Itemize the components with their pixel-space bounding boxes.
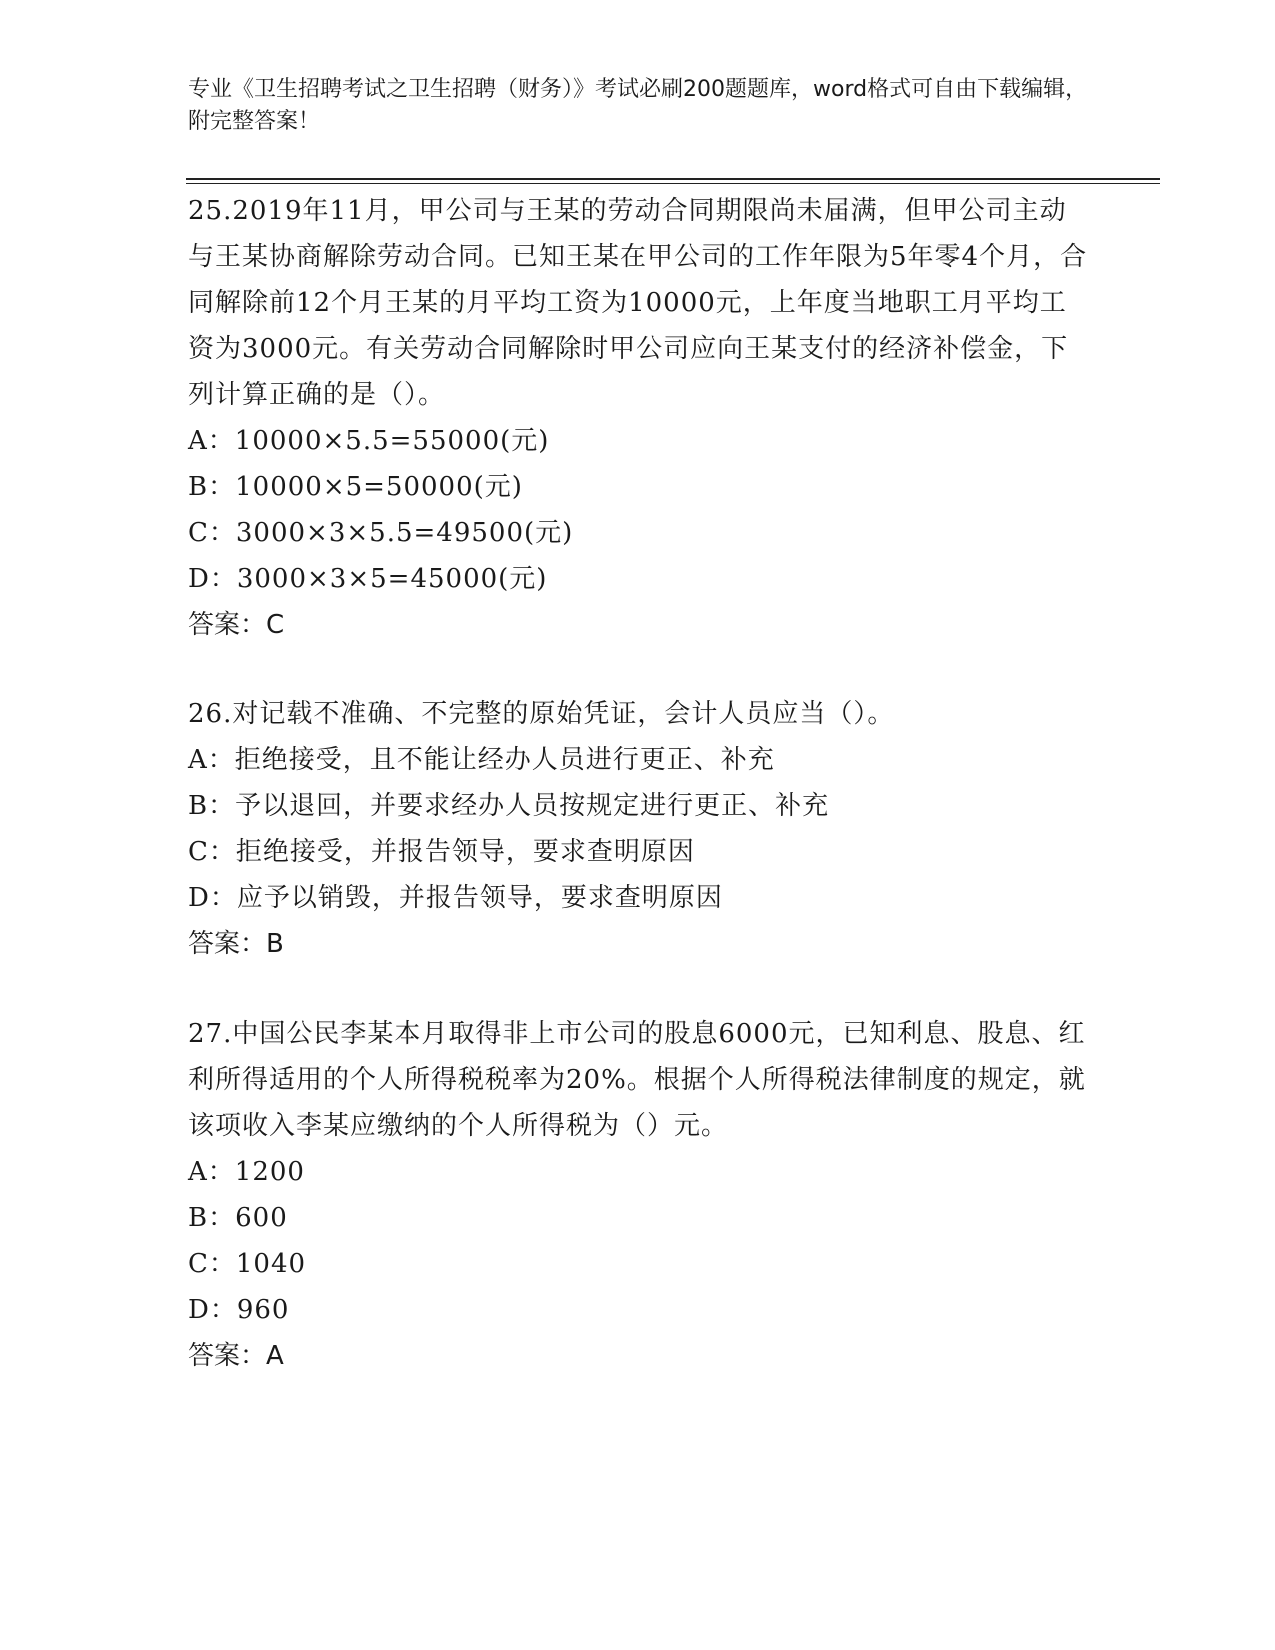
option-c: C：3000×3×5.5=49500(元) [188,518,574,548]
option-d: D：3000×3×5=45000(元) [188,564,548,594]
option-d: D：应予以销毁，并报告领导，要求查明原因 [188,883,723,913]
option-a: A：10000×5.5=55000(元) [188,426,550,456]
option-a: A：拒绝接受，且不能让经办人员进行更正、补充 [188,745,775,775]
option-b: B：600 [188,1203,288,1233]
question-stem: 26.对记载不准确、不完整的原始凭证，会计人员应当（）。 [188,699,895,729]
document-header: 专业《卫生招聘考试之卫生招聘（财务）》考试必刷200题题库，word格式可自由下载编辑，附完整答案！ [188,77,1088,134]
option-d: D：960 [188,1295,290,1325]
option-b: B：予以退回，并要求经办人员按规定进行更正、补充 [188,791,830,821]
header-rule-thick [186,178,1160,180]
answer-label: 答案：C [188,610,285,640]
answer-label: 答案：B [188,929,284,959]
question-27 [188,1011,1088,1379]
option-b: B：10000×5=50000(元) [188,472,523,502]
question-26 [188,691,1088,967]
answer-label: 答案：A [188,1341,284,1371]
question-stem: 27.中国公民李某本月取得非上市公司的股息6000元，已知利息、股息、红利所得适用的个人所得税税率为20%。根据个人所得税法律制度的规定，就该项收入李某应缴纳的个人所得税为（）元。 [188,1019,1086,1141]
question-stem: 25.2019年11月，甲公司与王某的劳动合同期限尚未届满，但甲公司主动与王某协商解除劳动合同。已知王某在甲公司的工作年限为5年零4个月，合同解除前12个月王某的月平均工资为10000元，上年度当地职工月平均工资为3000元。有关劳动合同解除时甲公司应向王某支付的经济补偿金，下列计算正确的是（）。 [188,196,1088,410]
option-a: A：1200 [188,1157,305,1187]
header-rule-thin [186,183,1160,184]
option-c: C：拒绝接受，并报告领导，要求查明原因 [188,837,695,867]
question-25 [188,188,1088,648]
option-c: C：1040 [188,1249,307,1279]
